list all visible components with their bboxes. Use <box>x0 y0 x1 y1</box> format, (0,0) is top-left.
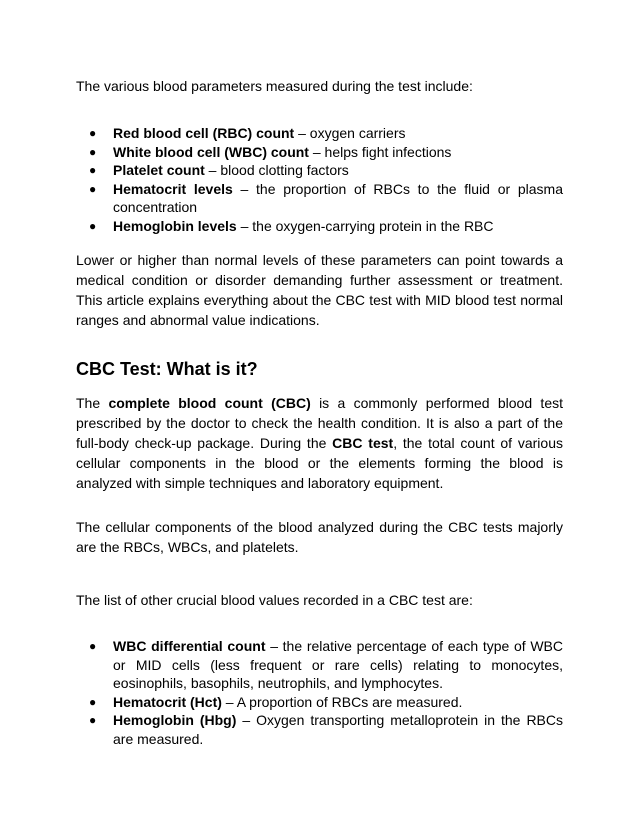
bullet-icon: ● <box>89 218 97 233</box>
bullet-icon: ● <box>89 144 97 159</box>
body-paragraph: Lower or higher than normal levels of these parameters can point towards a medical condition or disorder demanding further assessment or treatment. This article explains everything about the CBC test with MID blood test normal ranges and abnormal value indications. <box>76 252 563 328</box>
bullet-icon: ● <box>89 713 97 728</box>
bullet-icon: ● <box>89 163 97 178</box>
list-item: ● Hematocrit (Hct) – A proportion of RBCs are measured. <box>89 693 463 710</box>
list-item: ● Red blood cell (RBC) count – oxygen carriers <box>89 125 406 141</box>
list-item: ● Hemoglobin levels – the oxygen-carrying protein in the RBC <box>89 217 494 234</box>
bullet-icon: ● <box>89 639 97 653</box>
list-item: ● WBC differential count – the relative percentage of each type of WBC or MID cells (less frequent or rare cells) relating to monocytes, eosinophils, basophils, neutrophils, and lymphocytes. <box>89 638 563 692</box>
list-item: ● Platelet count – blood clotting factors <box>89 162 349 179</box>
body-paragraph: The cellular components of the blood analyzed during the CBC tests majorly are the RBCs, WBCs, and platelets. <box>76 519 563 555</box>
bullet-icon: ● <box>89 181 97 196</box>
blood-values-list <box>76 637 563 749</box>
section-heading: CBC Test: What is it? <box>76 359 258 379</box>
body-paragraph: The list of other crucial blood values recorded in a CBC test are: <box>76 592 473 608</box>
body-paragraph: The complete blood count (CBC) is a commonly performed blood test prescribed by the doctor to check the health condition. It is also a part of the full-body check-up package. During the CBC test, the total count of various cellular components in the blood or the elements forming the blood is analyzed with simple techniques and laboratory equipment. <box>76 395 564 491</box>
intro-paragraph: The various blood parameters measured during the test include: <box>76 78 473 94</box>
bullet-icon: ● <box>89 126 97 140</box>
list-item: ● Hemoglobin (Hbg) – Oxygen transporting metalloprotein in the RBCs are measured. <box>89 712 563 747</box>
list-item: ● Hematocrit levels – the proportion of RBCs to the fluid or plasma concentration <box>89 180 563 216</box>
list-item: ● White blood cell (WBC) count – helps fight infections <box>89 143 452 160</box>
bullet-icon: ● <box>89 694 97 709</box>
blood-parameters-list <box>76 124 563 236</box>
